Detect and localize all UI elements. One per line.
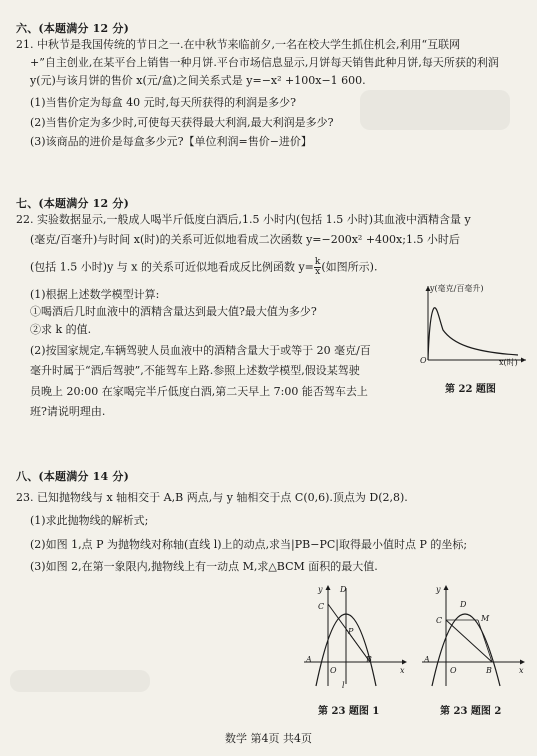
x-axis-arrow (521, 358, 526, 363)
q22-part-1a: ①喝酒后几时血液中的酒精含量达到最大值?最大值为多少? (30, 305, 317, 318)
q21-part-2: (2)当售价定为多少时,可使每天获得最大利润,最大利润是多少? (30, 116, 334, 129)
fig23b-caption: 第 23 题图 2 (440, 706, 502, 717)
fig23b-c-label: C (436, 616, 443, 625)
q22-part-1: (1)根据上述数学模型计算: (30, 288, 160, 301)
q23-part-2: (2)如图 1,点 P 为抛物线对称轴(直线 l)上的动点,求当|PB−PC|取得最小值时点 P 的坐标; (30, 538, 468, 551)
q22-part-2-line-4: 班?请说明理由. (30, 405, 106, 418)
fig23b-b-label: B (486, 666, 492, 675)
fig23b-m-label: M (481, 614, 490, 623)
q22-line-2: (毫克/百毫升)与时间 x(时)的关系可近似地看成二次函数 y=−200x² +400x;1.5 小时后 (30, 233, 460, 246)
fig23a-p-label: P (348, 627, 354, 636)
q23-part-1: (1)求此抛物线的解析式; (30, 514, 149, 527)
q21-part-3: (3)该商品的进价是每盒多少元?【单位利润=售价−进价】 (30, 135, 312, 148)
q23-part-3: (3)如图 2,在第一象限内,抛物线上有一动点 M,求△BCM 面积的最大值. (30, 560, 378, 573)
q22-line-1: 22. 实验数据显示,一般成人喝半斤低度白酒后,1.5 小时内(包括 1.5 小时)其血液中酒精含量 y (16, 213, 471, 226)
q22-part-2-line-3: 员晚上 20:00 在家喝完半斤低度白酒,第二天早上 7:00 能否驾车去上 (30, 385, 368, 398)
q22-line-3-text: (包括 1.5 小时)y 与 x 的关系可近似地看成反比例函数 y= (30, 260, 314, 274)
fig23a-b-label: B (366, 655, 372, 664)
fig23b-y-label: y (436, 585, 441, 594)
fig23a-d-label: D (340, 585, 347, 594)
alcohol-curve (428, 308, 518, 360)
fig23a-l-label: l (342, 681, 345, 690)
q21-line-3: y(元)与该月饼的售价 x(元/盒)之间关系式是 y=−x² +100x−1 600. (30, 74, 366, 87)
page-footer: 数学 第4页 共4页 (225, 732, 312, 745)
q21-line-1: 21. 中秋节是我国传统的节日之一.在中秋节来临前夕,一名在校大学生抓住机会,利用“互联网 (16, 38, 461, 51)
q22-line-3 (30, 258, 377, 277)
fig22-xlabel: x(时) (499, 358, 518, 367)
q21-line-2: +”自主创业,在某平台上销售一种月饼.平台市场信息显示,月饼每天销售此种月饼,每天所获的利润 (30, 56, 499, 69)
q21-part-1: (1)当售价定为每盒 40 元时,每天所获得的利润是多少? (30, 96, 296, 109)
fig23a-a-label: A (306, 655, 312, 664)
fig23b-d-label: D (460, 600, 467, 609)
fig22-caption: 第 22 题图 (445, 384, 496, 395)
section-6-title: 六、(本题满分 12 分) (16, 22, 129, 35)
q22-part-2-line-1: (2)按国家规定,车辆驾驶人员血液中的酒精含量大于或等于 20 毫克/百 (30, 344, 371, 357)
fig22-ylabel: y(毫克/百毫升) (430, 284, 484, 293)
fig23a-y-label: y (318, 585, 323, 594)
q23-line-1: 23. 已知抛物线与 x 轴相交于 A,B 两点,与 y 轴相交于点 C(0,6).顶点为 D(2,8). (16, 491, 408, 504)
fig23a-caption: 第 23 题图 1 (318, 706, 380, 717)
fraction-numerator: k (314, 257, 321, 267)
fig23a-c-label: C (318, 602, 325, 611)
fig23a-o-label: O (330, 666, 337, 675)
section-7-title: 七、(本题满分 12 分) (16, 197, 129, 210)
bleed-through (10, 670, 150, 692)
figure-23-2 (420, 580, 532, 688)
figure-23-1 (300, 580, 415, 688)
q22-part-1b: ②求 k 的值. (30, 323, 92, 336)
fraction-denominator: x (315, 267, 321, 277)
q22-line-3-suffix: (如图所示). (321, 260, 378, 274)
section-8-title: 八、(本题满分 14 分) (16, 470, 129, 483)
y-axis-arrow (326, 585, 331, 590)
fig23b-o-label: O (450, 666, 457, 675)
fig23b-a-label: A (424, 655, 430, 664)
fig23b-x-label: x (519, 666, 524, 675)
q22-part-2-line-2: 毫升时属于“酒后驾驶”,不能驾车上路.参照上述数学模型,假设某驾驶 (30, 364, 360, 377)
fig23a-x-label: x (400, 666, 405, 675)
fig22-origin: O (420, 356, 427, 365)
y-axis-arrow (444, 585, 449, 590)
bleed-through (360, 90, 510, 130)
